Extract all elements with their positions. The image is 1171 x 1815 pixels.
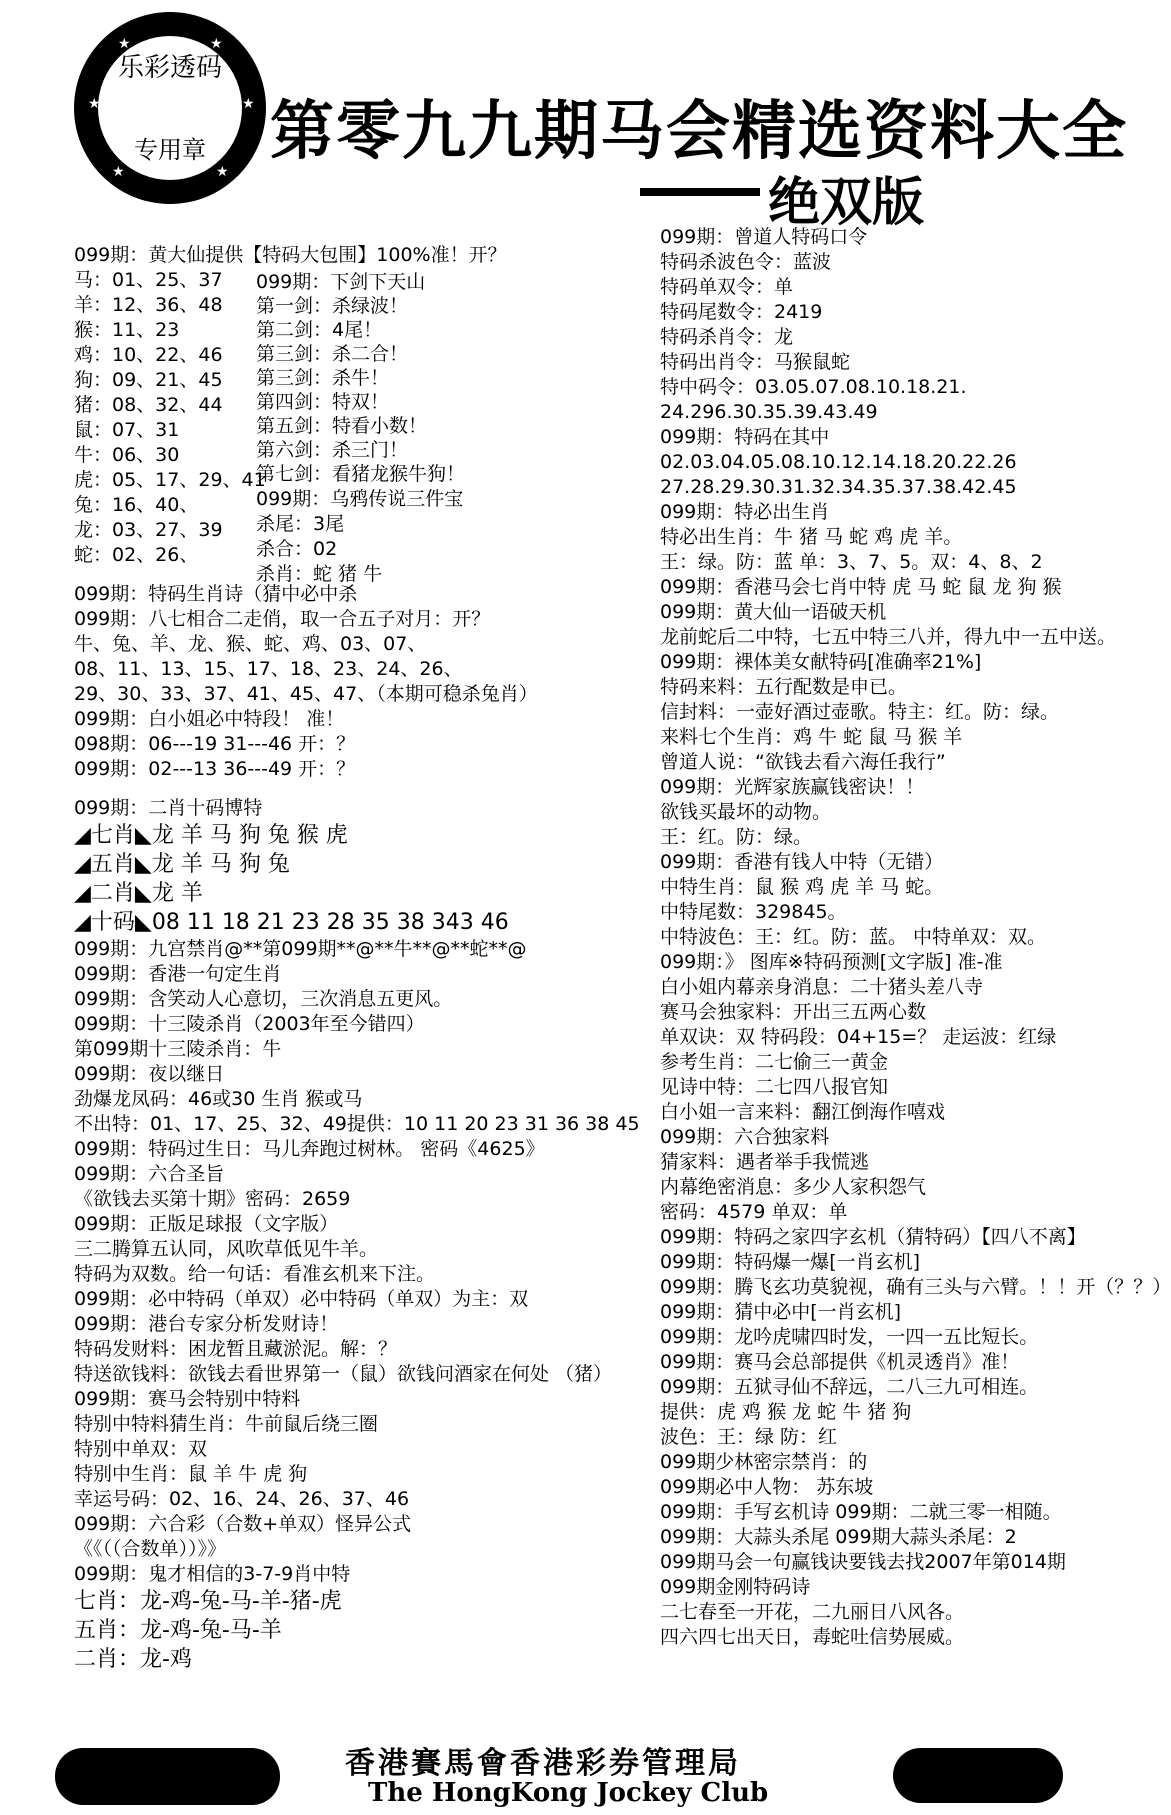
hkjc-logo-left <box>55 1748 280 1805</box>
right-column-line: 特码来料：五行配数是申已。 <box>660 676 908 698</box>
right-column-line: 099期马会一句赢钱诀要钱去找2007年第014期 <box>660 1551 1066 1573</box>
svg-text:专用章: 专用章 <box>134 136 206 164</box>
left-column-line: 08、11、13、15、17、18、23、24、26、 <box>74 658 463 680</box>
page-title: 第零九九期马会精选资料大全 <box>270 95 1128 169</box>
left-column-line: 099期：赛马会特别中特料 <box>74 1388 301 1410</box>
right-column-line: 099期：特码在其中 <box>660 426 830 448</box>
right-column-line: 099期：特码之家四字玄机（猜特码）【四八不离】 <box>660 1226 1086 1248</box>
right-column-line: 099期：猜中必中[一肖玄机] <box>660 1301 902 1323</box>
sword-block-line: 第一剑：杀绿波！ <box>256 295 409 317</box>
right-column-line: 特必出生肖：牛 猪 马 蛇 鸡 虎 羊。 <box>660 526 963 548</box>
left-column-line: 特码为双数。给一句话：看准玄机来下注。 <box>74 1263 436 1285</box>
left-column-line: 099期：02---13 36---49 开：？ <box>74 758 356 780</box>
left-column-line: 二肖：龙-鸡 <box>74 1647 192 1672</box>
left-column-line: 099期：白小姐必中特段！ 准！ <box>74 708 345 730</box>
sword-block-line: 第二剑：4尾！ <box>256 319 383 341</box>
seal-stamp <box>60 8 280 208</box>
right-column-line: 099期：裸体美女献特码[准确率21%] <box>660 651 982 673</box>
right-column-line: 特码杀波色令：蓝波 <box>660 251 832 273</box>
left-column-line: 099期：含笑动人心意切，三次消息五更风。 <box>74 988 453 1010</box>
right-column-line: 四六四七出天日，毒蛇吐信势展威。 <box>660 1626 965 1648</box>
right-column-line: 特码杀肖令：龙 <box>660 326 794 348</box>
left-column-line: 猴：11、23 <box>74 319 180 341</box>
left-column-line: 龙：03、27、39 <box>74 519 223 541</box>
left-column-line: 羊：12、36、48 <box>74 294 223 316</box>
right-column-line: 099期：香港有钱人中特（无错） <box>660 851 944 873</box>
right-column-line: 099期：龙吟虎啸四时发，一四一五比短长。 <box>660 1326 1039 1348</box>
left-column-line: 三二腾算五认同，风吹草低见牛羊。 <box>74 1238 379 1260</box>
left-column-line: 鸡：10、22、46 <box>74 344 223 366</box>
edition-dash <box>640 188 760 196</box>
right-column-line: 见诗中特：二七四八报官知 <box>660 1076 889 1098</box>
right-column-line: 中特波色：王：红。防：蓝。 中特单双：双。 <box>660 926 1047 948</box>
left-column-line: 099期：特码生肖诗（猜中必中杀 <box>74 583 358 605</box>
left-column-line: 099期：夜以继日 <box>74 1063 225 1085</box>
left-column-line: 马：01、25、37 <box>74 269 223 291</box>
right-column-line: 参考生肖：二七偷三一黄金 <box>660 1051 889 1073</box>
crow-block-line: 杀合：02 <box>256 538 338 560</box>
footer-en: The HongKong Jockey Club <box>368 1778 769 1808</box>
left-column-line: 第099期十三陵杀肖：牛 <box>74 1038 282 1060</box>
svg-text:★: ★ <box>88 96 101 112</box>
sword-block-line: 第七剑：看猪龙猴牛狗！ <box>256 463 466 485</box>
right-column-line: 中特尾数：329845。 <box>660 901 847 923</box>
right-column-line: 白小姐内幕亲身消息：二十猪头差八寺 <box>660 976 984 998</box>
right-column <box>660 225 1171 1650</box>
left-column-line: 虎：05、17、29、41 <box>74 469 266 491</box>
left-column-line: 099期：八七相合二走俏，取一合五子对月：开？ <box>74 608 491 630</box>
left-column-line: 099期：正版足球报（文字版） <box>74 1213 339 1235</box>
left-column-line: 099期：港台专家分析发财诗！ <box>74 1313 339 1335</box>
left-column-line: 099期：特码过生日：马儿奔跑过树林。 密码《4625》 <box>74 1138 545 1160</box>
crow-block <box>256 487 463 587</box>
right-column-line: 099期金刚特码诗 <box>660 1576 811 1598</box>
right-column-line: 特中码令：03.05.07.08.10.18.21. <box>660 376 967 398</box>
right-column-line: 赛马会独家料：开出三五两心数 <box>660 1001 927 1023</box>
svg-text:乐彩透码: 乐彩透码 <box>117 53 223 83</box>
left-column-line: 098期：06---19 31---46 开：？ <box>74 733 356 755</box>
right-column-line: 信封料：一壶好酒过壶歌。特主：红。防：绿。 <box>660 701 1060 723</box>
sword-block <box>256 270 465 486</box>
edition-label: 绝双版 <box>768 173 925 233</box>
left-column-line: 特别中生肖：鼠 羊 牛 虎 狗 <box>74 1463 308 1485</box>
left-column-line: 牛：06、30 <box>74 444 180 466</box>
crow-block-line: 099期：乌鸦传说三件宝 <box>256 488 464 510</box>
right-column-line: 24.296.30.35.39.43.49 <box>660 401 878 423</box>
right-column-line: 099期：大蒜头杀尾 099期大蒜头杀尾：2 <box>660 1526 1017 1548</box>
right-column-line: 特码出肖令：马猴鼠蛇 <box>660 351 851 373</box>
left-column-line: 牛、兔、羊、龙、猴、蛇、鸡、03、07、 <box>74 633 427 655</box>
right-column-line: 欲钱买最坏的动物。 <box>660 801 832 823</box>
left-column-line: 特别中特料猜生肖：牛前鼠后绕三圈 <box>74 1413 379 1435</box>
right-column-line: 099期：》 图库※特码预测[文字版] 准-准 <box>660 951 1003 973</box>
left-column-line: 兔：16、40、 <box>74 494 199 516</box>
right-column-line: 099期少林密宗禁肖：的 <box>660 1451 868 1473</box>
left-column-line: 099期：香港一句定生肖 <box>74 963 282 985</box>
left-column-line: 特别中单双：双 <box>74 1438 208 1460</box>
svg-text:★: ★ <box>242 96 255 112</box>
right-column-line: 27.28.29.30.31.32.34.35.37.38.42.45 <box>660 476 1017 498</box>
right-column-line: 密码：4579 单双：单 <box>660 1201 848 1223</box>
right-column-line: 白小姐一言来料：翻江倒海作嘻戏 <box>660 1101 946 1123</box>
right-column-line: 099期：赛马会总部提供《机灵透肖》准！ <box>660 1351 1020 1373</box>
crow-block-line: 杀尾：3尾 <box>256 513 345 535</box>
left-column-line: 猪：08、32、44 <box>74 394 223 416</box>
right-column-line: 099期：六合独家料 <box>660 1126 830 1148</box>
left-column-line: 099期：六合彩（合数+单双）怪异公式 <box>74 1513 412 1535</box>
right-column-line: 二七春至一开花，二九丽日八风各。 <box>660 1601 965 1623</box>
right-column-line: 王：红。防：绿。 <box>660 826 813 848</box>
sword-block-line: 第四剑：特双！ <box>256 391 390 413</box>
left-column-line: 099期：九宫禁肖@**第099期**@**牛**@**蛇**@ <box>74 938 527 960</box>
right-column-line: 099期：腾飞玄功莫貌视，确有三头与六臂。！！开（？？） <box>660 1276 1171 1298</box>
right-column-line: 单双诀：双 特码段：04+15=？ 走运波：红绿 <box>660 1026 1057 1048</box>
left-column-line: 五肖：龙-鸡-兔-马-羊 <box>74 1618 282 1643</box>
left-column-line: 《《（（合数单））》》 <box>74 1538 227 1560</box>
left-column-line: 幸运号码：02、16、24、26、37、46 <box>74 1488 410 1510</box>
sword-block-line: 第三剑：杀牛！ <box>256 367 390 389</box>
right-column-line: 王：绿。防：蓝 单：3、7、5。双：4、8、2 <box>660 551 1043 573</box>
left-column-line: 099期：六合圣旨 <box>74 1163 225 1185</box>
left-column-line: 蛇：02、26、 <box>74 544 199 566</box>
right-column-line: 中特生肖：鼠 猴 鸡 虎 羊 马 蛇。 <box>660 876 944 898</box>
sword-block-line: 第三剑：杀二合！ <box>256 343 409 365</box>
svg-text:★: ★ <box>216 164 229 180</box>
svg-text:★: ★ <box>112 164 125 180</box>
right-column-line: 龙前蛇后二中特，七五中特三八并，得九中一五中送。 <box>660 626 1117 648</box>
right-column-line: 099期：特必出生肖 <box>660 501 830 523</box>
sword-block-line: 第五剑：特看小数！ <box>256 415 428 437</box>
left-column-line: 不出特：01、17、25、32、49提供：10 11 20 23 31 36 38 45 <box>74 1113 640 1135</box>
left-column-line: 特码发财料：困龙暂且藏淤泥。解：？ <box>74 1338 398 1360</box>
sword-block-line: 099期：下剑下天山 <box>256 271 426 293</box>
right-column-line: 099期必中人物： 苏东坡 <box>660 1476 874 1498</box>
hkjc-logo-right <box>893 1748 1063 1803</box>
right-column-line: 099期：曾道人特码口令 <box>660 226 868 248</box>
left-column-line: 劲爆龙凤码：46或30 生肖 猴或马 <box>74 1088 363 1110</box>
left-column-line: 099期：黄大仙提供【特码大包围】100%准！开？ <box>74 244 507 266</box>
right-column-line: 特码尾数令：2419 <box>660 301 823 323</box>
right-column-line: 猜家料：遇者举手我慌逃 <box>660 1151 870 1173</box>
left-column-line: 《欲钱去买第十期》密码：2659 <box>74 1188 351 1210</box>
right-column-line: 099期：香港马会七肖中特 虎 马 蛇 鼠 龙 狗 猴 <box>660 576 1062 598</box>
right-column-line: 099期：五狱寻仙不辞远，二八三九可相连。 <box>660 1376 1039 1398</box>
right-column-line: 来料七个生肖：鸡 牛 蛇 鼠 马 猴 羊 <box>660 726 963 748</box>
left-column-line: 099期：二肖十码博特 <box>74 797 263 819</box>
sword-block-line: 第六剑：杀三门！ <box>256 439 409 461</box>
right-column-line: 提供：虎 鸡 猴 龙 蛇 牛 猪 狗 <box>660 1401 912 1423</box>
right-column-line: 特码单双令：单 <box>660 276 794 298</box>
left-column-line: 29、30、33、37、41、45、47、（本期可稳杀兔肖） <box>74 683 538 705</box>
left-column-line: 099期：鬼才相信的3-7-9肖中特 <box>74 1563 351 1585</box>
left-column-line: 鼠：07、31 <box>74 419 180 441</box>
right-column-line: 曾道人说：“欲钱去看六海任我行” <box>660 751 946 773</box>
svg-text:★: ★ <box>118 36 131 52</box>
left-column-line: ◢五肖◣龙 羊 马 狗 兔 <box>74 852 290 877</box>
left-column-line: ◢七肖◣龙 羊 马 狗 兔 猴 虎 <box>74 823 348 848</box>
crow-block-line: 杀肖：蛇 猪 牛 <box>256 563 383 585</box>
right-column-line: 099期：光辉家族赢钱密诀！！ <box>660 776 925 798</box>
right-column-line: 099期：手写玄机诗 099期：二就三零一相随。 <box>660 1501 1062 1523</box>
left-column-line: 099期：十三陵杀肖（2003年至今错四） <box>74 1013 425 1035</box>
right-column-line: 波色：王：绿 防：红 <box>660 1426 838 1448</box>
left-column-line: ◢二肖◣龙 羊 <box>74 881 203 906</box>
left-column-line: 狗：09、21、45 <box>74 369 223 391</box>
left-column-line: 特送欲钱料：欲钱去看世界第一（鼠）欲钱问酒家在何处 （猪） <box>74 1363 613 1385</box>
right-column-line: 内幕绝密消息：多少人家积怨气 <box>660 1176 927 1198</box>
right-column-line: 099期：特码爆一爆[一肖玄机] <box>660 1251 921 1273</box>
right-column-line: 099期：黄大仙一语破天机 <box>660 601 887 623</box>
spacer <box>74 782 614 796</box>
left-column-line: 099期：必中特码（单双）必中特码（单双）为主：双 <box>74 1288 529 1310</box>
left-column-line: ◢十码◣08 11 18 21 23 28 35 38 343 46 <box>74 910 509 935</box>
right-column-line: 02.03.04.05.08.10.12.14.18.20.22.26 <box>660 451 1017 473</box>
svg-text:★: ★ <box>210 36 223 52</box>
footer-cn: 香港賽馬會香港彩券管理局 <box>345 1746 741 1781</box>
left-column-line: 七肖：龙-鸡-兔-马-羊-猪-虎 <box>74 1589 342 1614</box>
